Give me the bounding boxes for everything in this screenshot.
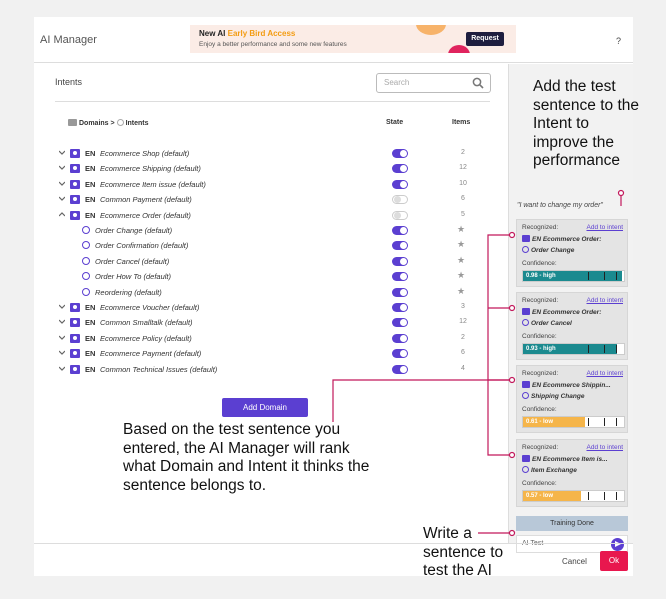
- star-icon[interactable]: ★: [457, 254, 466, 265]
- recognized-domain-name: EN Ecommerce Shippin...: [532, 382, 611, 389]
- banner-decoration: [416, 25, 446, 35]
- breadcrumb-intents: Intents: [125, 120, 149, 127]
- confidence-label: Confidence:: [522, 406, 557, 413]
- recognized-label: Recognized:: [522, 297, 559, 304]
- items-count: 12: [459, 164, 467, 172]
- domain-language: EN: [85, 333, 96, 343]
- confidence-label: Confidence:: [522, 480, 557, 487]
- intent-icon: [522, 246, 529, 253]
- confidence-tick: [604, 345, 605, 353]
- domain-folder-icon: [70, 365, 80, 374]
- intent-icon: [522, 466, 529, 473]
- state-toggle[interactable]: [392, 365, 408, 374]
- chevron-down-icon[interactable]: [59, 366, 65, 372]
- confidence-tick: [588, 272, 589, 280]
- intent-name: Order Change (default): [95, 226, 173, 235]
- training-done-button[interactable]: Training Done: [516, 516, 628, 531]
- divider: [55, 101, 490, 102]
- confidence-bar: [522, 343, 625, 355]
- recognized-domain: [522, 235, 601, 243]
- items-count: 6: [461, 349, 465, 357]
- confidence-tick: [604, 492, 605, 500]
- state-toggle[interactable]: [392, 318, 408, 327]
- confidence-bar: [522, 416, 625, 428]
- domain-language: EN: [85, 195, 96, 205]
- star-icon[interactable]: ★: [457, 270, 466, 281]
- ok-button[interactable]: Ok: [600, 551, 628, 571]
- intent-name: Order Confirmation (default): [95, 241, 189, 251]
- breadcrumb: [68, 119, 149, 127]
- domain-folder-icon: [70, 211, 80, 220]
- domain-name: Ecommerce Voucher (default): [100, 303, 200, 312]
- intent-name: Order Cancel (default): [95, 256, 170, 266]
- callout-ranking: Based on the test sentence you entered, the AI Manager will rank what Domain and Intent it thinks the sentence belongs to.: [123, 421, 370, 494]
- footer-divider: [34, 543, 633, 544]
- callout-write-sentence: Write a sentence to test the AI: [423, 525, 504, 579]
- star-icon[interactable]: ★: [457, 239, 466, 250]
- domain-folder-icon: [70, 180, 80, 189]
- state-toggle[interactable]: [392, 226, 408, 235]
- state-column-header: State: [386, 119, 404, 126]
- domain-language: EN: [85, 303, 96, 312]
- recognized-domain: [522, 455, 608, 463]
- chevron-down-icon[interactable]: [59, 350, 65, 356]
- add-to-intent-link[interactable]: Add to intent: [586, 297, 623, 304]
- confidence-score: 0.93 - high: [526, 346, 556, 352]
- state-toggle[interactable]: [392, 180, 408, 189]
- help-icon[interactable]: ?: [615, 36, 621, 46]
- add-to-intent-link[interactable]: Add to intent: [586, 370, 623, 377]
- recognition-card: [516, 365, 628, 433]
- app-title: AI Manager: [40, 34, 97, 46]
- state-toggle[interactable]: [392, 195, 408, 204]
- domain-name: Ecommerce Shop (default): [100, 149, 190, 158]
- star-icon[interactable]: ★: [457, 285, 466, 296]
- chevron-down-icon[interactable]: [59, 319, 65, 325]
- search-placeholder: Search: [384, 78, 410, 87]
- confidence-bar: [522, 270, 625, 282]
- domain-name: Ecommerce Item issue (default): [100, 179, 206, 189]
- recognition-card: [516, 292, 628, 360]
- items-column-header: Items: [452, 119, 471, 126]
- state-toggle[interactable]: [392, 257, 408, 266]
- domain-row[interactable]: [40, 347, 480, 361]
- confidence-score: 0.98 - high: [526, 273, 556, 279]
- search-icon[interactable]: [472, 77, 484, 89]
- test-sentence: "I want to change my order": [517, 202, 603, 209]
- recognized-domain-name: EN Ecommerce Item is...: [532, 456, 608, 463]
- recognized-label: Recognized:: [522, 444, 559, 451]
- confidence-tick: [616, 345, 617, 353]
- domain-name: Common Smalltalk (default): [100, 318, 193, 328]
- recognized-domain-name: EN Ecommerce Order:: [532, 236, 602, 243]
- star-icon[interactable]: ★: [457, 224, 466, 234]
- chevron-up-icon[interactable]: [59, 212, 65, 218]
- domain-row[interactable]: [40, 162, 480, 176]
- state-toggle[interactable]: [392, 211, 408, 220]
- domain-folder-icon: [522, 455, 530, 462]
- domain-row[interactable]: [40, 332, 480, 346]
- items-count: 6: [461, 195, 465, 203]
- items-count: 2: [461, 149, 465, 156]
- items-count: 3: [461, 303, 465, 310]
- domain-language: EN: [85, 210, 96, 220]
- recognized-intent: [522, 319, 572, 327]
- intent-row[interactable]: [40, 286, 480, 300]
- confidence-label: Confidence:: [522, 260, 557, 267]
- request-button[interactable]: Request: [466, 32, 504, 46]
- add-domain-button[interactable]: Add Domain: [222, 398, 308, 417]
- domain-name: Ecommerce Order (default): [100, 210, 191, 220]
- state-toggle[interactable]: [392, 272, 408, 281]
- confidence-tick: [616, 492, 617, 500]
- recognized-intent-name: Order Cancel: [531, 320, 572, 327]
- items-count: 4: [461, 364, 465, 372]
- confidence-tick: [588, 345, 589, 353]
- intent-row[interactable]: [40, 270, 480, 284]
- intent-icon: [82, 226, 90, 234]
- chevron-down-icon[interactable]: [59, 150, 65, 156]
- domain-folder-icon: [70, 334, 80, 343]
- state-toggle[interactable]: [392, 149, 408, 158]
- recognized-intent: [522, 392, 584, 400]
- domain-name: Ecommerce Payment (default): [100, 349, 202, 359]
- state-toggle[interactable]: [392, 349, 408, 358]
- confidence-tick: [604, 418, 605, 426]
- chevron-down-icon[interactable]: [59, 165, 65, 171]
- domain-row[interactable]: [40, 363, 480, 377]
- domain-row[interactable]: [40, 301, 480, 315]
- confidence-tick: [616, 272, 617, 280]
- recognized-label: Recognized:: [522, 370, 559, 377]
- recognition-card: [516, 219, 628, 287]
- intent-icon: [522, 319, 529, 326]
- state-toggle[interactable]: [392, 334, 408, 343]
- confidence-tick: [616, 418, 617, 426]
- intent-row[interactable]: [40, 224, 480, 238]
- domain-language: EN: [85, 149, 96, 158]
- domain-language: EN: [85, 349, 96, 359]
- recognized-intent-name: Shipping Change: [531, 393, 585, 400]
- banner-decoration: [448, 45, 470, 53]
- recognized-domain: [522, 381, 611, 389]
- domain-folder-icon: [70, 303, 80, 312]
- banner-subtitle: Enjoy a better performance and some new features: [199, 41, 347, 48]
- state-toggle[interactable]: [392, 164, 408, 173]
- confidence-bar: [522, 490, 625, 502]
- intent-icon: [117, 119, 124, 126]
- domain-name: Ecommerce Shipping (default): [100, 164, 201, 174]
- state-toggle[interactable]: [392, 288, 408, 297]
- recognized-intent-name: Order Change: [531, 247, 575, 254]
- domain-row[interactable]: [40, 178, 480, 192]
- domain-row[interactable]: [40, 209, 480, 223]
- intent-row[interactable]: [40, 239, 480, 253]
- domain-folder-icon: [70, 149, 80, 158]
- intent-name: Order How To (default): [95, 272, 172, 282]
- recognized-label: Recognized:: [522, 224, 559, 231]
- domain-row[interactable]: [40, 316, 480, 330]
- domain-language: EN: [85, 364, 96, 374]
- intents-title: Intents: [55, 77, 83, 87]
- recognized-domain: [522, 308, 601, 316]
- intent-row[interactable]: [40, 255, 480, 269]
- cancel-button[interactable]: Cancel: [562, 557, 587, 566]
- domain-folder-icon: [70, 164, 80, 173]
- domain-name: Ecommerce Policy (default): [100, 333, 192, 343]
- banner-title: [199, 29, 295, 38]
- chevron-down-icon[interactable]: [59, 304, 65, 310]
- intent-icon: [522, 392, 529, 399]
- chevron-down-icon[interactable]: [59, 335, 65, 341]
- domain-row[interactable]: [40, 147, 480, 161]
- add-to-intent-link[interactable]: Add to intent: [586, 224, 623, 231]
- intent-icon: [82, 272, 90, 280]
- add-to-intent-link[interactable]: Add to intent: [586, 444, 623, 451]
- confidence-tick: [604, 272, 605, 280]
- items-count: 5: [461, 210, 465, 218]
- domain-name: Common Technical Issues (default): [100, 364, 218, 374]
- intent-name: Reordering (default): [95, 287, 162, 297]
- chevron-down-icon[interactable]: [59, 181, 65, 187]
- confidence-tick: [588, 418, 589, 426]
- domain-language: EN: [85, 179, 96, 189]
- recognized-intent: [522, 466, 577, 474]
- callout-add-test-sentence: Add the test sentence to the Intent to improve the performance: [533, 78, 639, 169]
- confidence-tick: [588, 492, 589, 500]
- intent-icon: [82, 288, 90, 296]
- state-toggle[interactable]: [392, 303, 408, 312]
- chevron-down-icon[interactable]: [59, 196, 65, 202]
- items-count: 10: [459, 179, 467, 187]
- recognized-intent: [522, 246, 574, 254]
- banner-title-highlight: Early Bird Access: [227, 29, 296, 38]
- intent-icon: [82, 241, 90, 249]
- breadcrumb-domains[interactable]: Domains >: [79, 120, 115, 127]
- domain-folder-icon: [70, 349, 80, 358]
- recognized-domain-name: EN Ecommerce Order:: [532, 309, 602, 316]
- items-count: 2: [461, 333, 465, 341]
- domain-row[interactable]: [40, 193, 480, 207]
- header: [34, 17, 633, 63]
- domain-folder-icon: [70, 318, 80, 327]
- domain-language: EN: [85, 318, 96, 328]
- confidence-score: 0.57 - low: [526, 493, 554, 499]
- banner-title-prefix: New AI: [199, 29, 228, 38]
- confidence-label: Confidence:: [522, 333, 557, 340]
- recognition-card: [516, 439, 628, 507]
- folder-icon: [68, 119, 77, 126]
- confidence-score: 0.61 - low: [526, 419, 554, 425]
- domain-language: EN: [85, 164, 96, 174]
- domain-folder-icon: [522, 381, 530, 388]
- state-toggle[interactable]: [392, 241, 408, 250]
- promo-banner: [190, 25, 516, 53]
- domain-folder-icon: [522, 308, 530, 315]
- send-icon[interactable]: [611, 538, 624, 551]
- search-input[interactable]: [376, 73, 491, 93]
- domain-folder-icon: [70, 195, 80, 204]
- domain-name: Common Payment (default): [100, 195, 192, 205]
- items-count: 12: [459, 318, 467, 326]
- intent-icon: [82, 257, 90, 265]
- recognized-intent-name: Item Exchange: [531, 467, 577, 474]
- domain-folder-icon: [522, 235, 530, 242]
